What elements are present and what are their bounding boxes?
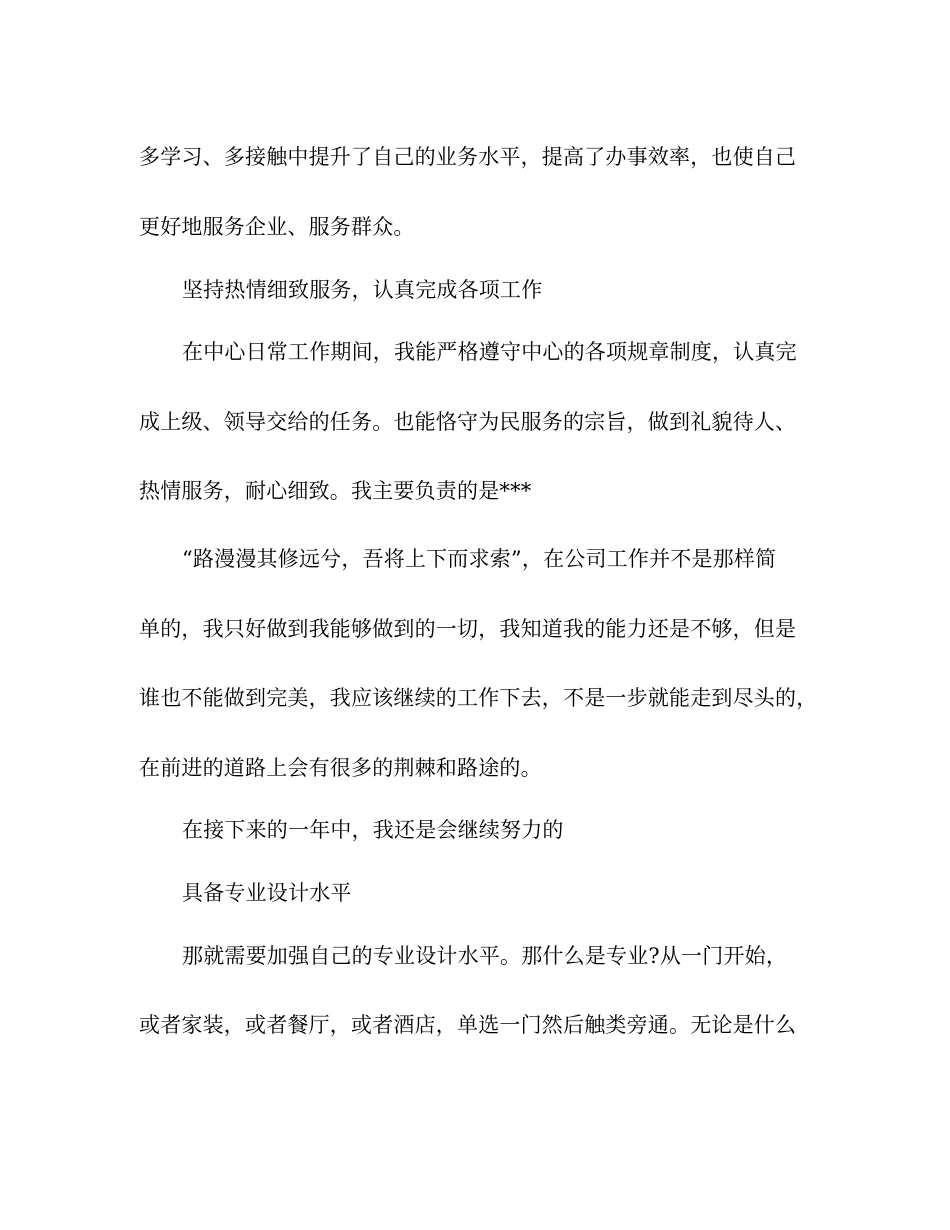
text-line: 那就需要加强自己的专业设计水平。那什么是专业?从一门开始， — [182, 944, 788, 968]
text-line: 在接下来的一年中，我还是会继续努力的 — [182, 818, 564, 842]
text-line: 在前进的道路上会有很多的荆棘和路途的。 — [139, 756, 542, 780]
text-line: 单的，我只好做到我能够做到的一切，我知道我的能力还是不够，但是 — [139, 617, 797, 641]
text-line: 多学习、多接触中提升了自己的业务水平，提高了办事效率，也使自己 — [139, 145, 797, 169]
text-line: 或者家装，或者餐厅，或者酒店，单选一门然后触类旁通。无论是什么 — [139, 1013, 797, 1037]
text-line: 热情服务，耐心细致。我主要负责的是*** — [139, 479, 532, 503]
text-line: 谁也不能做到完美，我应该继续的工作下去，不是一步就能走到尽头的， — [139, 686, 818, 710]
section-heading: 具备专业设计水平 — [182, 881, 352, 905]
section-heading: 坚持热情细致服务，认真完成各项工作 — [182, 278, 543, 302]
text-line: “路漫漫其修远兮，吾将上下而求索”，在公司工作并不是那样简 — [182, 547, 777, 571]
text-line: 在中心日常工作期间，我能严格遵守中心的各项规章制度，认真完 — [182, 340, 797, 364]
text-line: 更好地服务企业、服务群众。 — [139, 215, 415, 239]
text-line: 成上级、领导交给的任务。也能恪守为民服务的宗旨，做到礼貌待人、 — [139, 410, 797, 434]
